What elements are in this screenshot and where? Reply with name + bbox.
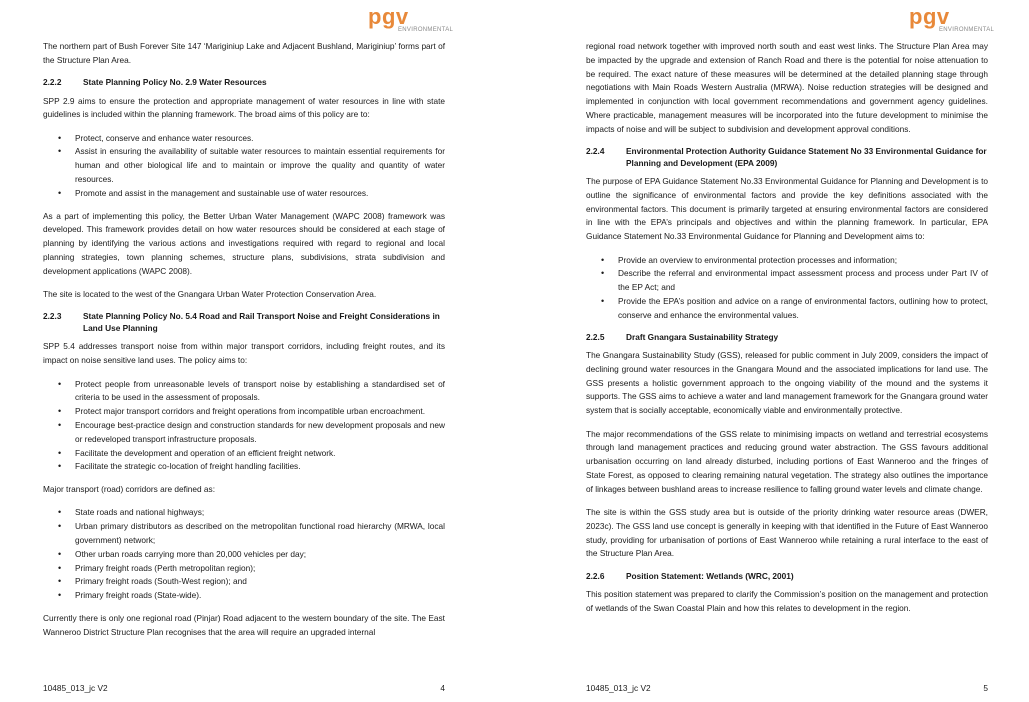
page-right — [515, 0, 1029, 702]
list-item: • Protect major transport corridors and freight operations from incompatible urban encroachment. — [43, 405, 445, 419]
page-footer — [586, 683, 988, 693]
section-number: 2.2.2 — [43, 77, 62, 88]
paragraph: This position statement was prepared to clarify the Commission’s position on the management and protection of wetlands of the Swan Coastal Plain and how this relates to development in the region. — [586, 589, 988, 613]
document-number: 10485_013_jc V2 — [43, 683, 108, 693]
section-heading-2-2-5 — [586, 332, 988, 344]
section-title: Draft Gnangara Sustainability Strategy — [626, 331, 779, 342]
list-item: • Facilitate the strategic co-location of freight handling facilities. — [43, 460, 445, 474]
paragraph: SPP 5.4 addresses transport noise from within major transport corridors, including freight routes, and its impact on noise sensitive land uses. The policy aims to: — [43, 341, 445, 366]
section-heading-2-2-4 — [586, 146, 988, 169]
section-heading-2-2-3 — [43, 311, 445, 334]
section-heading-2-2-2 — [43, 77, 445, 89]
list-item: • Provide the EPA’s position and advice on a range of environmental factors, outlining how to protect, conserve and enhance the environmental values. — [586, 295, 988, 323]
list-item: • Encourage best-practice design and construction standards for new development proposals and new or redeveloped transport infrastructure proposals. — [43, 419, 445, 447]
page-content — [586, 40, 988, 625]
logo-brand: pgv — [368, 4, 409, 29]
paragraph: Major transport (road) corridors are defined as: — [43, 484, 216, 495]
logo-subtext: ENVIRONMENTAL — [398, 27, 454, 33]
page-left — [0, 0, 514, 702]
list-item: • Provide an overview to environmental protection processes and information; — [586, 254, 988, 268]
paragraph: The site is within the GSS study area but is outside of the priority drinking water resource areas (DWER, 2023c). The GSS land use concept is generally in keeping with that identified in the Future of East Wanneroo study, providing for urbanisation of portions of East Wanneroo while retaining a rural interface to the east of the Structure Plan Area. — [586, 507, 988, 559]
section-title: Position Statement: Wetlands (WRC, 2001) — [626, 570, 794, 581]
page-number: 4 — [440, 683, 445, 693]
list-item: • Promote and assist in the management and sustainable use of water resources. — [43, 187, 445, 201]
page-footer — [43, 683, 445, 693]
paragraph: The major recommendations of the GSS relate to minimising impacts on wetland and terrestrial ecosystems through land management practices and reducing ground water abstraction. The GSS favours additional urbanisation occurring on land already disturbed, including portions of East Wanneroo and the fringes of State Forest, as opposed to clearing remaining natural vegetation. The strategy also outlines the importance of linkages between bushland areas to increase resilience to falling ground water levels and climate change. — [586, 428, 988, 494]
section-title: State Planning Policy No. 5.4 Road and Rail Transport Noise and Freight Considerations in Land Use Planning — [83, 311, 440, 333]
section-number: 2.2.6 — [586, 570, 605, 581]
section-number: 2.2.3 — [43, 311, 62, 322]
section-heading-2-2-6 — [586, 571, 988, 583]
bullet-list — [43, 506, 445, 603]
paragraph: The purpose of EPA Guidance Statement No.33 Environmental Guidance for Planning and Development is to outline the significance of environmental factors and provide the key definitions associated with the environmental factors. This document is primarily targeted at ensuring environmental factors are considered in line with the EPA’s principals and objectives and within the planning framework. In particular, EPA Guidance Statement No.33 Environmental Guidance for Planning and Development aims to: — [586, 176, 988, 242]
section-title: Environmental Protection Authority Guidance Statement No 33 Environmental Guidance for Planning and Development (EPA 2009) — [626, 146, 987, 168]
list-item: • Describe the referral and environmental impact assessment process and process under Part IV of the EP Act; and — [586, 267, 988, 295]
paragraph: The Gnangara Sustainability Study (GSS), released for public comment in July 2009, considers the impact of declining ground water resources in the Gnangara Mound and the associated implications for land use. The GSS presents a holistic government approach to the ongoing viability of the mound and the systems it supports. The GSS aims to achieve a water and land management framework for the Gnangara ground water system that is socially acceptable, economically viable and environmentally protective. — [586, 350, 988, 416]
document-number: 10485_013_jc V2 — [586, 683, 651, 693]
section-number: 2.2.4 — [586, 146, 605, 157]
pgv-logo — [909, 4, 995, 33]
bullet-list — [43, 378, 445, 475]
intro-paragraph: The northern part of Bush Forever Site 147 ‘Mariginiup Lake and Adjacent Bushland, Mariginiup’ forms part of the Structure Plan Area. — [43, 41, 445, 65]
list-item: • Primary freight roads (Perth metropolitan region); — [43, 562, 445, 576]
paragraph: Currently there is only one regional road (Pinjar) Road adjacent to the western boundary of the site. The East Wanneroo District Structure Plan recognises that the area will require an upgraded internal — [43, 613, 445, 637]
paragraph: The site is located to the west of the Gnangara Urban Water Protection Conservation Area. — [43, 289, 377, 300]
list-item: • Primary freight roads (State-wide). — [43, 589, 445, 603]
section-number: 2.2.5 — [586, 331, 605, 342]
list-item: • Primary freight roads (South-West region); and — [43, 575, 445, 589]
section-title: State Planning Policy No. 2.9 Water Resources — [83, 77, 267, 88]
list-item: • Other urban roads carrying more than 20,000 vehicles per day; — [43, 548, 445, 562]
logo-subtext: ENVIRONMENTAL — [939, 27, 995, 33]
paragraph: regional road network together with improved north south and east west links. The Structure Plan Area may be impacted by the upgrade and extension of Ranch Road and there is the potential for noise attenuation to be required. The exact nature of these measures will be determined at the detailed planning stage through negotiations with Main Roads Western Australia (MRWA). Noise reduction strategies will be designed and implemented in conjunction with local government recommendations and government agency guidelines. Where practicable, management measures will be incorporated into the future development to minimise the impacts of noise and will be subject to subdivision and development approval conditions. — [586, 41, 988, 134]
pgv-logo — [368, 4, 454, 33]
list-item: • Facilitate the development and operation of an efficient freight network. — [43, 447, 445, 461]
list-item: • Protect, conserve and enhance water resources. — [43, 132, 445, 146]
list-item: • State roads and national highways; — [43, 506, 445, 520]
logo-brand: pgv — [909, 4, 950, 29]
paragraph: As a part of implementing this policy, the Better Urban Water Management (WAPC 2008) framework was developed. This framework provides detail on how water resources should be considered at each stage of planning by identifying the various actions and investigations required with regard to regional and local planning strategies, town planning schemes, structure plans, subdivisions, strata subdivision and development applications (WAPC 2008). — [43, 210, 445, 276]
list-item: • Assist in ensuring the availability of suitable water resources to maintain essential requirements for human and other biological life and to maintain or improve the quality and quantity of water resources. — [43, 145, 445, 186]
list-item: • Urban primary distributors as described on the metropolitan functional road hierarchy (MRWA, local government) network; — [43, 520, 445, 548]
page-content — [43, 40, 445, 649]
bullet-list — [586, 254, 988, 323]
paragraph: SPP 2.9 aims to ensure the protection and appropriate management of water resources in line with state guidelines is included within the planning framework. The broad aims of this policy are to: — [43, 95, 445, 120]
bullet-list — [43, 132, 445, 201]
page-number: 5 — [983, 683, 988, 693]
list-item: • Protect people from unreasonable levels of transport noise by establishing a standardised set of criteria to be used in the assessment of proposals. — [43, 378, 445, 406]
